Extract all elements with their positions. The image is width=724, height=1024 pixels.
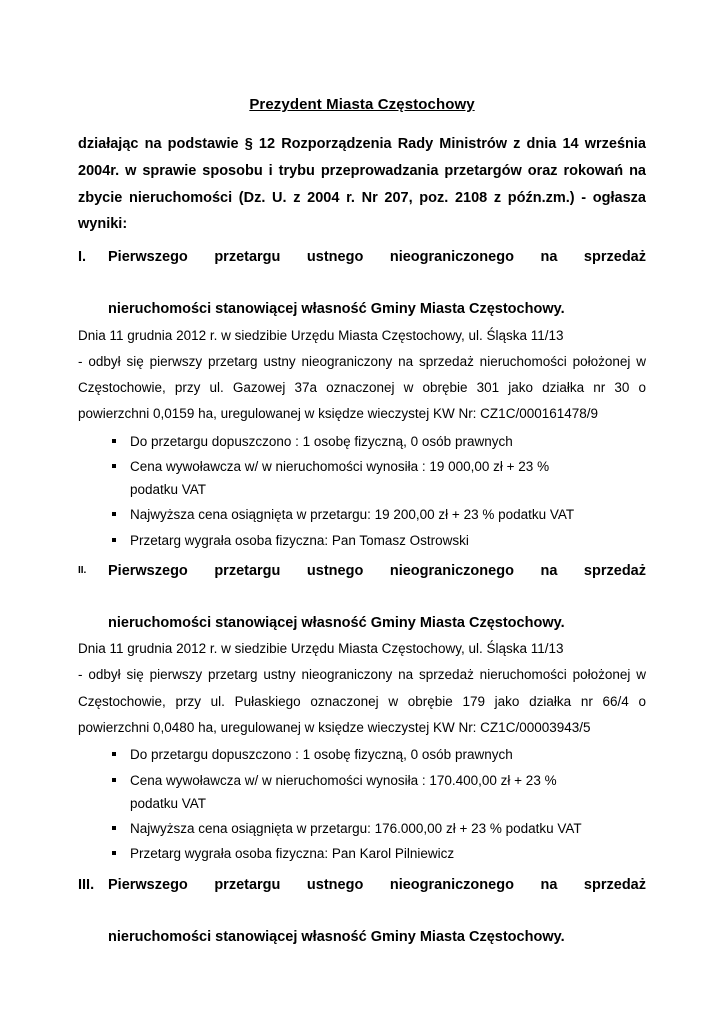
section-ii [78, 558, 646, 866]
section-ii-number: II. [78, 564, 87, 576]
list-item [108, 503, 646, 526]
section-ii-body-line1: Dnia 11 grudnia 2012 r. w siedzibie Urzędu Miasta Częstochowy, ul. Śląska 11/13 [78, 641, 564, 657]
bullet-text: Przetarg wygrała osoba fizyczna: Pan Tomasz Ostrowski [130, 532, 469, 548]
list-item [108, 743, 646, 766]
section-i-number: I. [78, 249, 87, 266]
intro-paragraph: działając na podstawie § 12 Rozporządzenia Rady Ministrów z dnia 14 września 2004r. w sprawie sposobu i trybu przeprowadzania przetargów oraz rokowań na zbycie nieruchomości (Dz. U. z 2004 r. Nr 207, poz. 2108 z późn.zm.) - ogłasza wyniki: [78, 136, 646, 233]
section-iii-number: III. [78, 876, 95, 893]
section-iii [78, 872, 646, 950]
list-item [108, 529, 646, 552]
list-item [108, 817, 646, 840]
bullet-text: Cena wywoławcza w/ w nieruchomości wynosiła : 19 000,00 zł + 23 % [130, 459, 550, 474]
bullet-text: Najwyższa cena osiągnięta w przetargu: 19 200,00 zł + 23 % podatku VAT [130, 507, 575, 523]
list-item [108, 430, 646, 453]
section-i-heading [78, 244, 646, 322]
section-i-title [108, 244, 646, 322]
list-item [108, 769, 646, 815]
section-ii-title-line2: nieruchomości stanowiącej własność Gminy Miasta Częstochowy. [108, 615, 565, 632]
section-ii-title [108, 558, 646, 636]
bullet-text: Do przetargu dopuszczono : 1 osobę fizyczną, 0 osób prawnych [130, 433, 513, 449]
section-i-bullets [78, 430, 646, 552]
section-ii-bullets [78, 743, 646, 865]
list-item [108, 842, 646, 865]
bullet-text-cont: podatku VAT [130, 482, 207, 498]
section-i-body-line1: Dnia 11 grudnia 2012 r. w siedzibie Urzędu Miasta Częstochowy, ul. Śląska 11/13 [78, 327, 564, 343]
section-i-title-line2: nieruchomości stanowiącej własność Gminy Miasta Częstochowy. [108, 301, 565, 318]
bullet-text: Cena wywoławcza w/ w nieruchomości wynosiła : 170.400,00 zł + 23 % [130, 772, 557, 788]
section-iii-title [108, 872, 646, 950]
section-i-body-line2: - odbył się pierwszy przetarg ustny nieograniczony na sprzedaż nieruchomości położonej w Częstochowie, przy ul. Gazowej 37a oznaczonej w obrębie 301 jako działka nr 30 o powierzchni 0,0159 ha, uregulowanej w księdze wieczystej KW Nr: CZ1C/000161478/9 [78, 353, 646, 422]
page-title: Prezydent Miasta Częstochowy [249, 96, 475, 113]
bullet-text: Najwyższa cena osiągnięta w przetargu: 176.000,00 zł + 23 % podatku VAT [130, 821, 582, 837]
section-iii-title-line2: nieruchomości stanowiącej własność Gminy Miasta Częstochowy. [108, 928, 565, 945]
bullet-text-cont: podatku VAT [130, 795, 207, 811]
list-item [108, 455, 646, 501]
section-ii-body-line2: - odbył się pierwszy przetarg ustny nieograniczony na sprzedaż nieruchomości położonej w Częstochowie, przy ul. Pułaskiego oznaczonej w obrębie 179 jako działka nr 66/4 o powierzchni 0,0480 ha, uregulowanej w księdze wieczystej KW Nr: CZ1C/00003943/5 [78, 667, 646, 736]
section-i [78, 244, 646, 552]
bullet-text: Do przetargu dopuszczono : 1 osobę fizyczną, 0 osób prawnych [130, 747, 513, 763]
section-ii-title-line1: Pierwszego przetargu ustnego nieograniczonego na sprzedaż [108, 562, 646, 579]
section-iii-heading [78, 872, 646, 950]
bullet-text: Przetarg wygrała osoba fizyczna: Pan Karol Pilniewicz [130, 846, 455, 862]
section-i-title-line1: Pierwszego przetargu ustnego nieograniczonego na sprzedaż [108, 249, 646, 266]
section-ii-heading [78, 558, 646, 636]
section-iii-title-line1: Pierwszego przetargu ustnego nieograniczonego na sprzedaż [108, 876, 646, 893]
